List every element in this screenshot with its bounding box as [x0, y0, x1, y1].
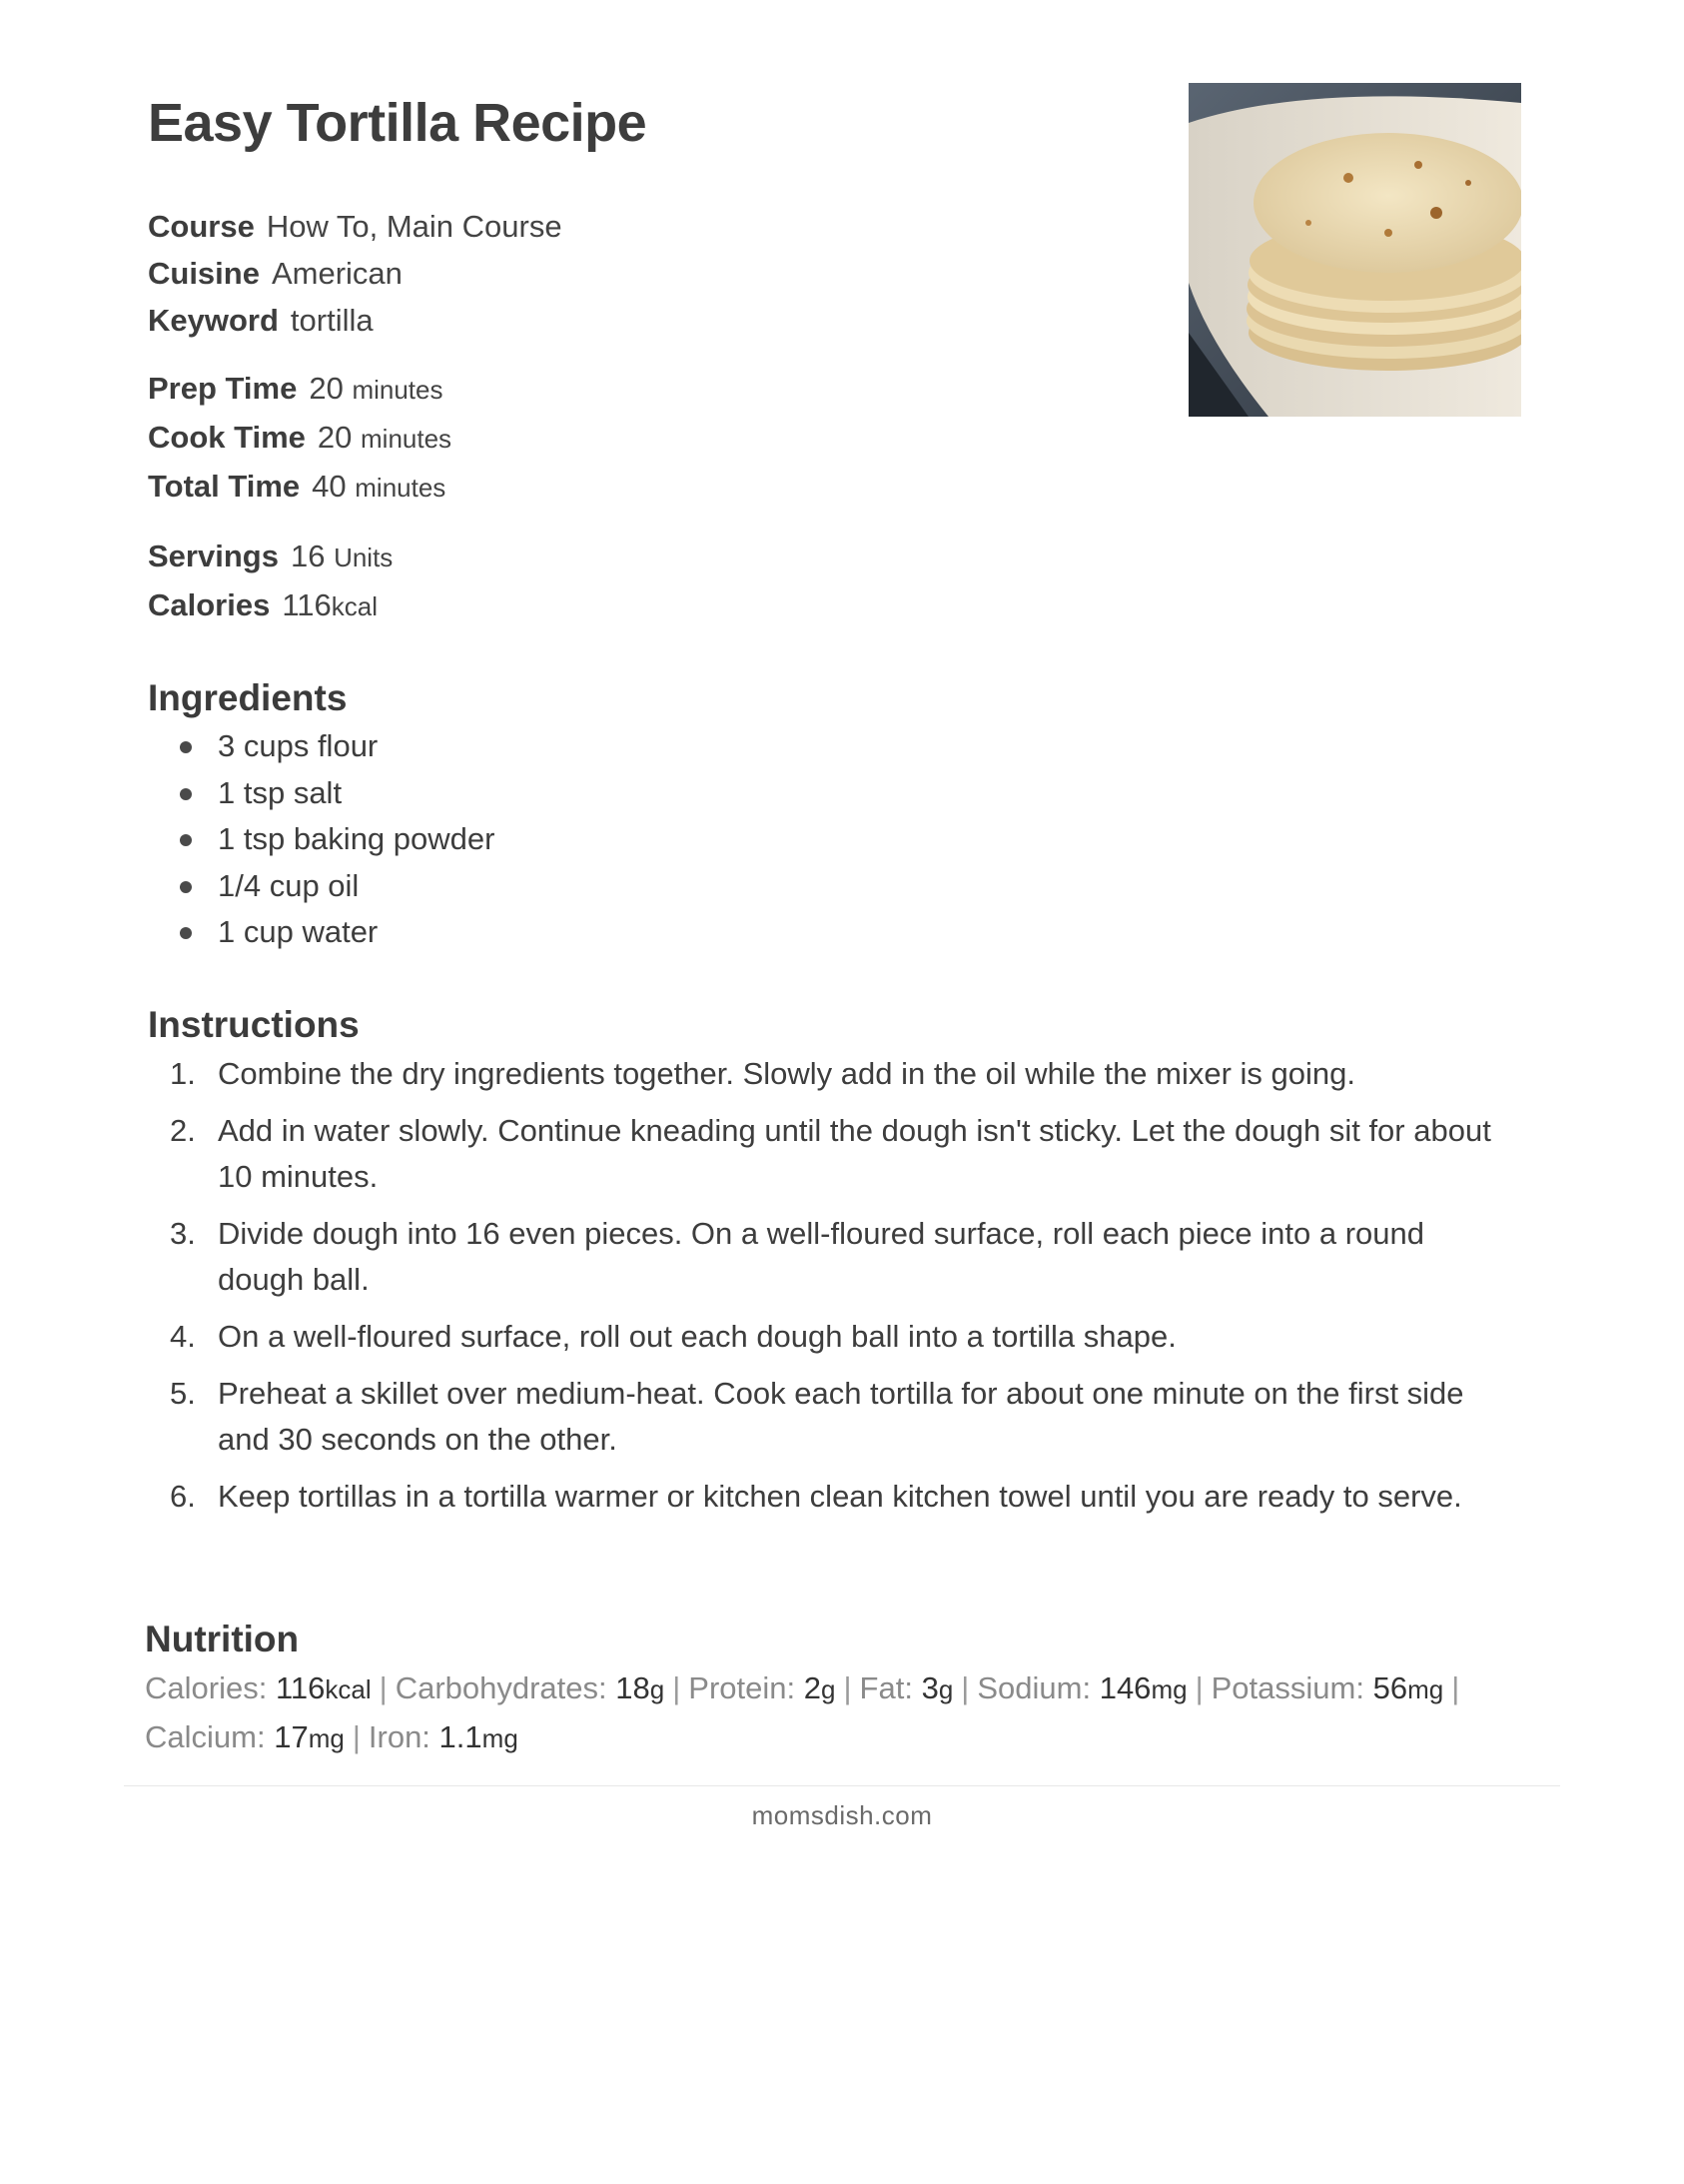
ingredient-item: [148, 863, 494, 910]
calories-value: 116: [282, 587, 332, 622]
cook-time-label: Cook Time: [148, 420, 306, 455]
bullet-icon: [180, 788, 192, 800]
ingredient-item: [148, 816, 494, 863]
servings-value: 16: [290, 539, 326, 573]
step-number: 3.: [170, 1216, 196, 1251]
total-time-row: [148, 462, 451, 511]
separator: |: [961, 1670, 970, 1705]
calories-row: [148, 580, 393, 629]
nutrition-iron: [369, 1719, 518, 1754]
servings-row: [148, 532, 393, 580]
prep-time-row: [148, 364, 451, 413]
nutrient-unit: g: [649, 1674, 665, 1704]
nutrient-label: Calories:: [145, 1670, 268, 1705]
instruction-step: [148, 1051, 1516, 1097]
ingredients-list: [148, 723, 494, 956]
instruction-step: [148, 1371, 1516, 1463]
site-footer: momsdish.com: [751, 1800, 933, 1830]
ingredient-text: 1/4 cup oil: [218, 867, 360, 903]
ingredient-text: 1 tsp salt: [218, 774, 343, 810]
course-row: [148, 203, 562, 250]
step-number: 1.: [170, 1056, 196, 1091]
bullet-icon: [180, 927, 192, 939]
nutrient-value: 146: [1099, 1670, 1152, 1705]
bullet-icon: [180, 834, 192, 846]
instruction-step: [148, 1314, 1516, 1360]
step-text: On a well-floured surface, roll out each dough ball into a tortilla shape.: [218, 1319, 1177, 1354]
nutrient-unit: mg: [308, 1723, 345, 1753]
recipe-yield: [148, 532, 393, 629]
footer-divider: [124, 1785, 1560, 1786]
ingredient-item: [148, 909, 494, 956]
nutrient-value: 116: [275, 1670, 326, 1705]
cuisine-value: American: [271, 256, 403, 291]
total-time-value: 40: [312, 469, 347, 504]
nutrition-carbs: [396, 1670, 665, 1705]
instructions-heading: Instructions: [148, 1004, 360, 1045]
nutrient-value: 3: [921, 1670, 939, 1705]
recipe-times: [148, 364, 451, 511]
cook-time-value: 20: [317, 420, 353, 455]
servings-unit: Units: [334, 543, 394, 572]
nutrition-calories: [145, 1670, 372, 1705]
nutrient-label: Fat:: [859, 1670, 913, 1705]
recipe-meta: [148, 203, 562, 344]
step-text: Add in water slowly. Continue kneading until the dough isn't sticky. Let the dough sit for about 10 minutes.: [218, 1113, 1491, 1194]
step-number: 6.: [170, 1479, 196, 1514]
nutrient-value: 1.1: [438, 1719, 482, 1754]
nutrient-value: 17: [274, 1719, 309, 1754]
ingredient-text: 3 cups flour: [218, 728, 379, 763]
prep-time-value: 20: [309, 371, 344, 406]
total-time-unit: minutes: [355, 473, 446, 503]
calories-label: Calories: [148, 587, 271, 622]
ingredient-text: 1 tsp baking powder: [218, 821, 495, 856]
separator: |: [379, 1670, 388, 1705]
nutrient-unit: mg: [1151, 1674, 1188, 1704]
ingredients-heading: Ingredients: [148, 677, 348, 718]
step-text: Divide dough into 16 even pieces. On a well-floured surface, roll each piece into a round dough ball.: [218, 1216, 1425, 1297]
nutrition-fat: [860, 1670, 954, 1705]
calories-unit: kcal: [331, 591, 379, 621]
nutrient-unit: g: [938, 1674, 954, 1704]
step-text: Keep tortillas in a tortilla warmer or kitchen clean kitchen towel until you are ready to serve.: [218, 1479, 1462, 1514]
recipe-title: Easy Tortilla Recipe: [148, 93, 647, 153]
nutrition-sodium: [977, 1670, 1187, 1705]
nutrient-unit: mg: [1407, 1674, 1444, 1704]
cuisine-row: [148, 250, 562, 297]
keyword-label: Keyword: [148, 303, 279, 338]
instruction-step: [148, 1108, 1516, 1200]
nutrient-unit: g: [821, 1674, 836, 1704]
nutrient-label: Sodium:: [977, 1670, 1092, 1705]
separator: |: [843, 1670, 852, 1705]
nutrient-unit: kcal: [325, 1674, 372, 1704]
separator: |: [1451, 1670, 1460, 1705]
instruction-step: [148, 1211, 1516, 1303]
step-number: 2.: [170, 1113, 196, 1148]
bullet-icon: [180, 741, 192, 753]
separator: |: [352, 1719, 361, 1754]
total-time-label: Total Time: [148, 469, 301, 504]
cook-time-unit: minutes: [361, 424, 452, 454]
servings-label: Servings: [148, 539, 279, 573]
separator: |: [672, 1670, 681, 1705]
prep-time-label: Prep Time: [148, 371, 298, 406]
separator: |: [1195, 1670, 1204, 1705]
instruction-step: [148, 1474, 1516, 1520]
nutrient-unit: mg: [481, 1723, 518, 1753]
recipe-photo: [1189, 83, 1521, 417]
nutrient-value: 56: [1372, 1670, 1408, 1705]
cook-time-row: [148, 413, 451, 462]
ingredient-item: [148, 723, 494, 770]
keyword-row: [148, 297, 562, 344]
keyword-value: tortilla: [290, 303, 374, 338]
nutrition-calcium: [145, 1719, 345, 1754]
nutrient-value: 18: [615, 1670, 650, 1705]
ingredient-item: [148, 770, 494, 817]
step-text: Preheat a skillet over medium-heat. Cook each tortilla for about one minute on the first side and 30 seconds on the other.: [218, 1376, 1464, 1457]
nutrient-label: Protein:: [688, 1670, 796, 1705]
nutrient-label: Calcium:: [145, 1719, 266, 1754]
course-label: Course: [148, 209, 255, 244]
step-number: 5.: [170, 1376, 196, 1411]
step-number: 4.: [170, 1319, 196, 1354]
nutrient-value: 2: [803, 1670, 821, 1705]
prep-time-unit: minutes: [352, 375, 443, 405]
instructions-list: [148, 1051, 1516, 1531]
nutrition-heading: Nutrition: [145, 1619, 300, 1659]
nutrition-facts: [145, 1664, 1543, 1762]
bullet-icon: [180, 881, 192, 893]
nutrient-label: Potassium:: [1211, 1670, 1364, 1705]
cuisine-label: Cuisine: [148, 256, 260, 291]
course-value: How To, Main Course: [266, 209, 562, 244]
nutrition-potassium: [1212, 1670, 1444, 1705]
nutrient-label: Iron:: [368, 1719, 430, 1754]
ingredient-text: 1 cup water: [218, 914, 379, 949]
step-text: Combine the dry ingredients together. Slowly add in the oil while the mixer is going.: [218, 1056, 1356, 1091]
nutrition-protein: [688, 1670, 835, 1705]
tortilla-stack-image: [1189, 83, 1521, 417]
nutrient-label: Carbohydrates:: [395, 1670, 607, 1705]
